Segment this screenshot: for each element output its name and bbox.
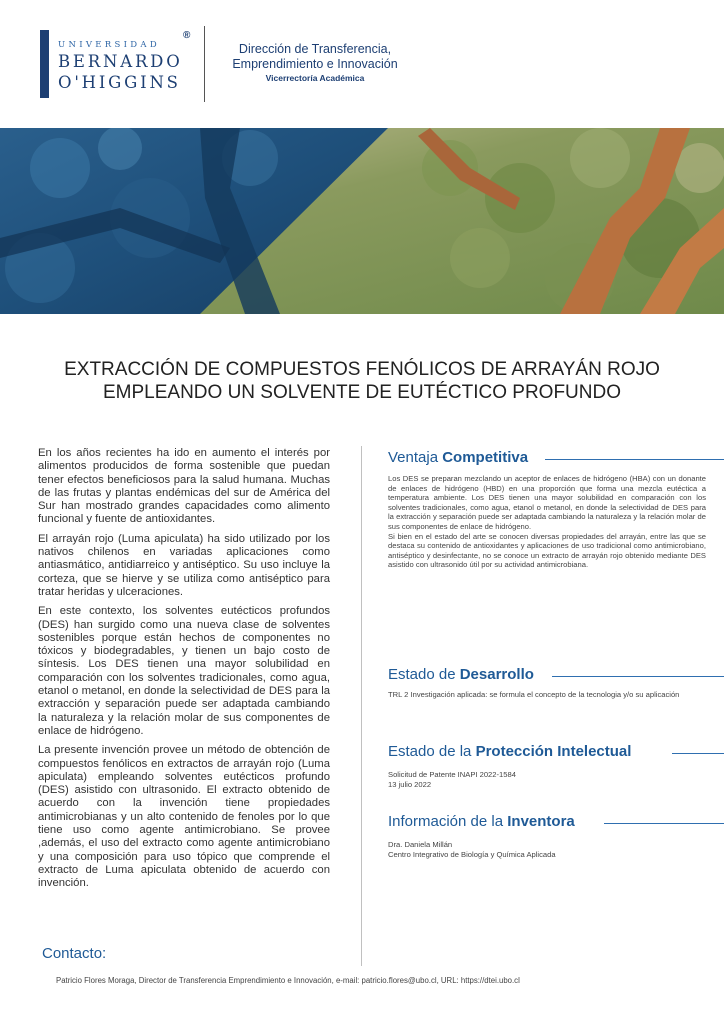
inventora-line1: Dra. Daniela Millán	[388, 840, 453, 849]
description-paragraph-1: En los años recientes ha ido en aumento el interés por alimentos producidos de forma sostenible que puedan tener efectos beneficiosos para la salud humana. Muchas de las frutas y plantas endémicas del sur de América del Sur han mostrado grandes capacidades como alimento funcional y fuente de antioxidantes.	[38, 447, 330, 526]
ventaja-paragraph-1: Los DES se preparan mezclando un aceptor de enlaces de hidrógeno (HBA) con un donante de enlaces de hidrógeno (HBD) en una proporción que forma una mezcla eutéctica a temperatura ambiente. Los DES tienen una mayor solubilidad en comparación con los solventes tradicionales, como agua, etanol o metanol, en donde la selectividad de DES para la extracción y separación puede ser adaptada cambiando la naturaleza y la relación molar de sus componentes de enlace de hidrógeno.	[388, 474, 706, 531]
ventaja-heading-bold: Competitiva	[442, 449, 529, 466]
logo-ohiggins: O'HIGGINS	[58, 73, 181, 92]
registered-mark: ®	[183, 30, 191, 41]
proteccion-heading-light: Estado de la	[388, 743, 476, 760]
proteccion-line2: 13 julio 2022	[388, 779, 432, 789]
header-divider	[204, 26, 205, 102]
contact-heading: Contacto:	[42, 945, 107, 962]
inventora-text	[388, 840, 706, 859]
banner-photo	[0, 128, 724, 314]
column-divider	[361, 446, 362, 966]
logo-bar	[40, 30, 49, 98]
contact-details: Patricio Flores Moraga, Director de Transferencia Emprendimiento e Innovación, e-mail: patricio.flores@ubo.cl, URL: https://dtei.ubo.cl	[56, 976, 520, 985]
ventaja-text	[388, 474, 706, 570]
description-paragraph-2: El arrayán rojo (Luma apiculata) ha sido utilizado por los nativos chilenos en variadas aplicaciones como antiasmático, antidiarreico y antiséptico. Su uso incluye la corteza, que se hierve y se utiliza como antiséptico para tratar heridas y ulceraciones.	[38, 532, 330, 598]
inventora-line2: Centro Integrativo de Biología y Química Aplicada	[388, 849, 556, 859]
ventaja-rule	[545, 459, 724, 460]
inventora-heading-light: Información de la	[388, 813, 508, 830]
desarrollo-heading-light: Estado de	[388, 666, 460, 683]
inventora-heading	[388, 813, 575, 830]
page-header	[0, 0, 724, 128]
desarrollo-text: TRL 2 Investigación aplicada: se formula el concepto de la tecnologia y/o su aplicación	[388, 690, 680, 699]
logo-universidad: UNIVERSIDAD	[58, 40, 160, 50]
description-column	[38, 447, 330, 897]
vicerrectoria-label: Vicerrectoría Académica	[265, 73, 365, 83]
direction-line2: Emprendimiento e Innovación	[232, 57, 398, 71]
desarrollo-rule	[552, 676, 724, 677]
page-title	[20, 358, 704, 404]
inventora-heading-bold: Inventora	[507, 813, 575, 830]
proteccion-heading-bold: Protección Intelectual	[475, 743, 632, 760]
ventaja-paragraph-2: Si bien en el estado del arte se conocen diversas propiedades del arrayán, entre las que se destaca su contenido de antioxidantes y aplicaciones de uso tradicional como antimicrobiano, antiséptico y desinfectante, no se conoce un extracto de arrayán rojo obtenido mediante DES asistido con ultrasonido útil por su actividad antimicrobiana.	[388, 531, 706, 570]
proteccion-line1: Solicitud de Patente INAPI 2022-1584	[388, 770, 516, 779]
description-paragraph-3: En este contexto, los solventes eutécticos profundos (DES) han surgido como una nueva clase de solventes sostenibles porque están hechos de componentes no tóxicos y biodegradables, y tienen un bajo costo de síntesis. Los DES tienen una mayor solubilidad en comparación con los solventes tradicionales, como agua, etanol o metanol, en donde la selectividad de DES para la extracción y separación puede ser adaptada cambiando la naturaleza y la relación molar de sus componentes de enlace de hidrógeno.	[38, 605, 330, 737]
proteccion-text	[388, 770, 706, 789]
desarrollo-heading-bold: Desarrollo	[459, 666, 534, 683]
proteccion-heading	[388, 743, 631, 760]
ventaja-heading-light: Ventaja	[388, 449, 443, 466]
inventora-rule	[604, 823, 724, 824]
description-paragraph-4: La presente invención provee un método de obtención de compuestos fenólicos en extractos de arrayán rojo (Luma apiculata) empleando solventes eutécticos profundo (DES) asistido con ultrasonido. El extracto obtenido de acuerdo con la invención tiene propiedades antimicrobianas y un alto contenido de fenoles por lo que tiene uso como agente antimicrobiano. Se provee ,además, el uso del extracto como agente antimicrobiano y una composición para uso tópico que comprende el extracto de Luma apiculata obtenido de acuerdo con invención.	[38, 744, 330, 890]
title-line2: EMPLEANDO UN SOLVENTE DE EUTÉCTICO PROFUNDO	[103, 382, 621, 403]
desarrollo-heading	[388, 666, 534, 683]
proteccion-rule	[672, 753, 724, 754]
logo-bernardo: BERNARDO	[58, 52, 183, 71]
ventaja-heading	[388, 449, 528, 466]
banner-image	[0, 128, 724, 314]
title-line1: EXTRACCIÓN DE COMPUESTOS FENÓLICOS DE ARRAYÁN ROJO	[64, 359, 660, 380]
direction-title	[215, 42, 415, 72]
direction-line1: Dirección de Transferencia,	[238, 42, 392, 56]
